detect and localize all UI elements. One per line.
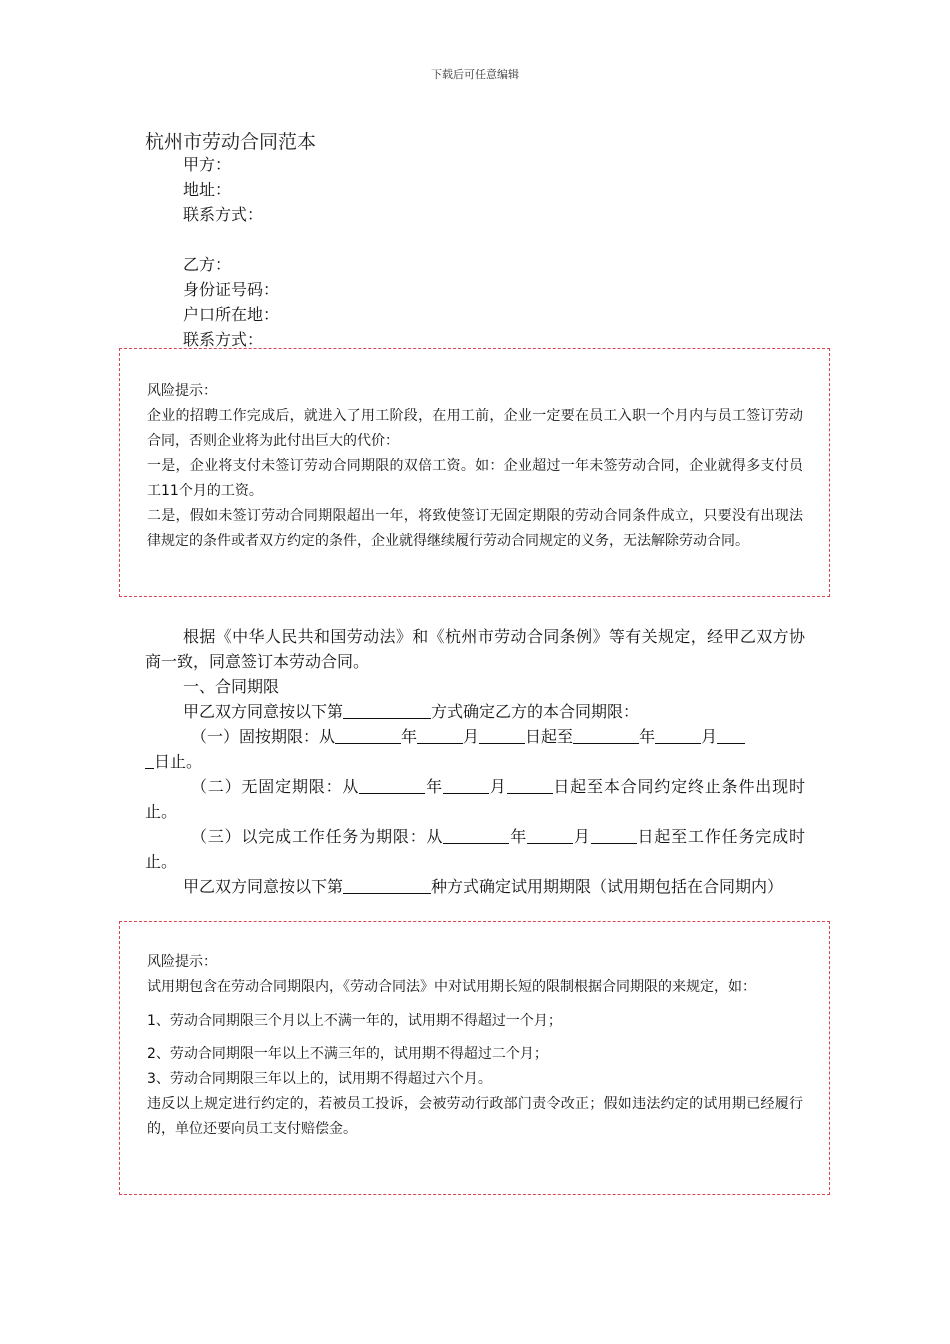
text: 年 bbox=[425, 777, 443, 796]
text: 方式确定乙方的本合同期限： bbox=[431, 702, 640, 721]
fixed-term-line bbox=[145, 724, 805, 774]
blank-field[interactable] bbox=[343, 700, 431, 719]
risk-number: 11 bbox=[161, 483, 179, 499]
party-b-label: 乙方： bbox=[183, 255, 232, 274]
blank-month[interactable] bbox=[655, 725, 701, 744]
text: 甲乙双方同意按以下第 bbox=[183, 702, 344, 721]
list-number: 3 bbox=[147, 1071, 156, 1087]
text: 日起至工作任务完成时止。 bbox=[145, 827, 805, 871]
text: 年 bbox=[401, 727, 418, 746]
text: 种方式确定试用期期限（试用期包括在合同期内） bbox=[431, 877, 784, 896]
risk-text: 一是，企业将支付未签订劳动合同期限的双倍工资。如：企业超过一年未签劳动合同，企业就得多支付员工 bbox=[147, 458, 803, 499]
open-term-line bbox=[145, 774, 805, 824]
term-method-line bbox=[145, 699, 805, 724]
risk-notice-box-2 bbox=[119, 921, 830, 1195]
text: 月 bbox=[701, 727, 718, 746]
risk-paragraph: 试用期包含在劳动合同期限内，《劳动合同法》中对试用期长短的限制根据合同期限的来规定，如： bbox=[147, 979, 756, 995]
text: 日起至 bbox=[525, 727, 574, 746]
text: 日起至本合同约定终止条件出现时止。 bbox=[145, 777, 805, 821]
blank-day[interactable] bbox=[479, 725, 525, 744]
blank-day[interactable] bbox=[145, 750, 154, 769]
risk-text: 、劳动合同期限三个月以上不满一年的，试用期不得超过一个月； bbox=[155, 1013, 562, 1029]
risk-heading: 风险提示： bbox=[147, 383, 217, 399]
party-a-label: 甲方： bbox=[183, 155, 232, 174]
blank-day[interactable] bbox=[591, 825, 637, 844]
blank-month[interactable] bbox=[417, 725, 463, 744]
party-a-block bbox=[183, 152, 263, 227]
blank-field[interactable] bbox=[343, 875, 431, 894]
risk-paragraph: 二是，假如未签订劳动合同期限超出一年，将致使签订无固定期限的劳动合同条件成立，只要没有出现法律规定的条件或者双方约定的条件，企业就得继续履行劳动合同规定的义务，无法解除劳动合同。 bbox=[147, 508, 803, 549]
contract-body bbox=[145, 624, 805, 899]
section-heading: 一、合同期限 bbox=[183, 677, 280, 696]
blank-day[interactable] bbox=[507, 775, 553, 794]
party-a-contact: 联系方式： bbox=[183, 205, 264, 224]
blank-year[interactable] bbox=[443, 825, 509, 844]
header-note: 下载后可任意编辑 bbox=[431, 68, 519, 81]
risk-list-item bbox=[147, 1009, 803, 1034]
risk-paragraph: 企业的招聘工作完成后，就进入了用工阶段，在用工前，企业一定要在员工入职一个月内与员工签订劳动合同，否则企业将为此付出巨大的代价： bbox=[147, 408, 803, 449]
probation-line bbox=[145, 874, 805, 899]
task-term-line bbox=[145, 824, 805, 874]
risk-notice-box-1 bbox=[119, 348, 830, 597]
list-number: 1 bbox=[147, 1013, 156, 1029]
text: 甲乙双方同意按以下第 bbox=[183, 877, 344, 896]
text: （一）固按期限：从 bbox=[191, 727, 336, 746]
text: 年 bbox=[509, 827, 528, 846]
party-a-address: 地址： bbox=[183, 180, 232, 199]
document-title: 杭州市劳动合同范本 bbox=[145, 131, 317, 153]
blank-year[interactable] bbox=[573, 725, 639, 744]
intro-paragraph: 根据《中华人民共和国劳动法》和《杭州市劳动合同条例》等有关规定，经甲乙双方协商一致，同意签订本劳动合同。 bbox=[145, 627, 805, 671]
risk-text: 、劳动合同期限三年以上的，试用期不得超过六个月。 bbox=[155, 1071, 492, 1087]
text: 年 bbox=[639, 727, 656, 746]
text: 月 bbox=[488, 777, 507, 796]
blank-year[interactable] bbox=[359, 775, 425, 794]
risk-heading: 风险提示： bbox=[147, 954, 217, 970]
text: 日止。 bbox=[154, 752, 203, 771]
risk-paragraph bbox=[147, 454, 803, 504]
text: 月 bbox=[573, 827, 591, 846]
risk-list-item bbox=[147, 1042, 803, 1067]
risk-paragraph: 违反以上规定进行约定的，若被员工投诉，会被劳动行政部门责令改正；假如违法约定的试用期已经履行的，单位还要向员工支付赔偿金。 bbox=[147, 1096, 803, 1137]
risk-text: 、劳动合同期限一年以上不满三年的，试用期不得超过二个月； bbox=[155, 1046, 548, 1062]
party-b-id-number: 身份证号码： bbox=[183, 280, 280, 299]
blank-day[interactable] bbox=[717, 725, 745, 744]
risk-text: 个月的工资。 bbox=[178, 483, 263, 499]
party-b-block bbox=[183, 252, 279, 352]
risk-list-item bbox=[147, 1067, 803, 1092]
list-number: 2 bbox=[147, 1046, 156, 1062]
blank-month[interactable] bbox=[527, 825, 573, 844]
party-b-household: 户口所在地： bbox=[183, 305, 280, 324]
blank-year[interactable] bbox=[335, 725, 401, 744]
text: 月 bbox=[463, 727, 480, 746]
blank-month[interactable] bbox=[443, 775, 489, 794]
text: （二）无固定期限：从 bbox=[191, 777, 360, 796]
party-b-contact: 联系方式： bbox=[183, 330, 264, 349]
text: （三）以完成工作任务为期限：从 bbox=[191, 827, 444, 846]
